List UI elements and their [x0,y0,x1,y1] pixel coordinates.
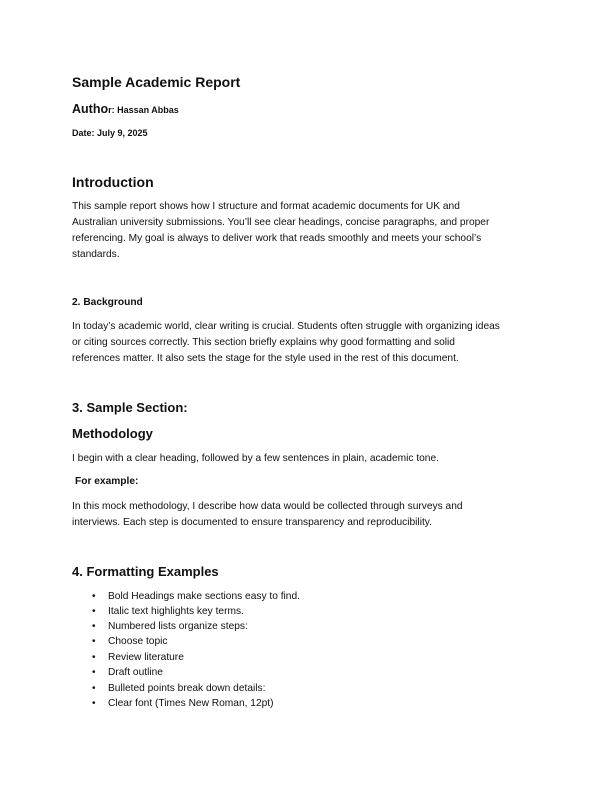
author-label-small: r: Hassan Abbas [108,105,179,115]
bullet-icon: • [92,667,96,678]
formatting-heading: 4. Formatting Examples [72,564,219,579]
paragraph-line: This sample report shows how I structure and format academic documents for UK and [72,201,460,212]
paragraph-line: In this mock methodology, I describe how data would be collected through surveys and [72,501,463,512]
bullet-icon: • [92,621,96,632]
paragraph-line: references matter. It also sets the stage for the style used in the rest of this document. [72,353,459,364]
bullet-icon: • [92,591,96,602]
paragraph-line: or citing sources correctly. This section briefly explains why good formatting and solid [72,337,455,348]
paragraph-line: referencing. My goal is always to deliver work that reads smoothly and meets your school’s [72,233,482,244]
introduction-heading: Introduction [72,174,154,190]
date-line: Date: July 9, 2025 [72,128,148,138]
list-item: Choose topic [108,636,168,647]
list-item: Bulleted points break down details: [108,683,266,694]
list-item: Clear font (Times New Roman, 12pt) [108,698,274,709]
bullet-icon: • [92,636,96,647]
bullet-icon: • [92,698,96,709]
paragraph-line: standards. [72,249,120,260]
sample-section-heading: 3. Sample Section: [72,400,188,415]
methodology-heading: Methodology [72,426,153,441]
paragraph-line: Australian university submissions. You’ll see clear headings, concise paragraphs, and proper [72,217,490,228]
paragraph-line: In today’s academic world, clear writing is crucial. Students often struggle with organizing ideas [72,321,500,332]
background-heading: 2. Background [72,297,143,308]
author-line [72,102,179,118]
list-item: Numbered lists organize steps: [108,621,248,632]
author-label-large: Autho [72,102,109,116]
list-item: Draft outline [108,667,163,678]
document-title: Sample Academic Report [72,74,241,90]
list-item: Review literature [108,652,184,663]
bullet-icon: • [92,652,96,663]
example-label: For example: [75,476,139,487]
list-item: Bold Headings make sections easy to find. [108,591,300,602]
list-item: Italic text highlights key terms. [108,606,244,617]
paragraph-line: interviews. Each step is documented to ensure transparency and reproducibility. [72,517,432,528]
bullet-icon: • [92,683,96,694]
paragraph-line: I begin with a clear heading, followed by a few sentences in plain, academic tone. [72,453,439,464]
bullet-icon: • [92,606,96,617]
